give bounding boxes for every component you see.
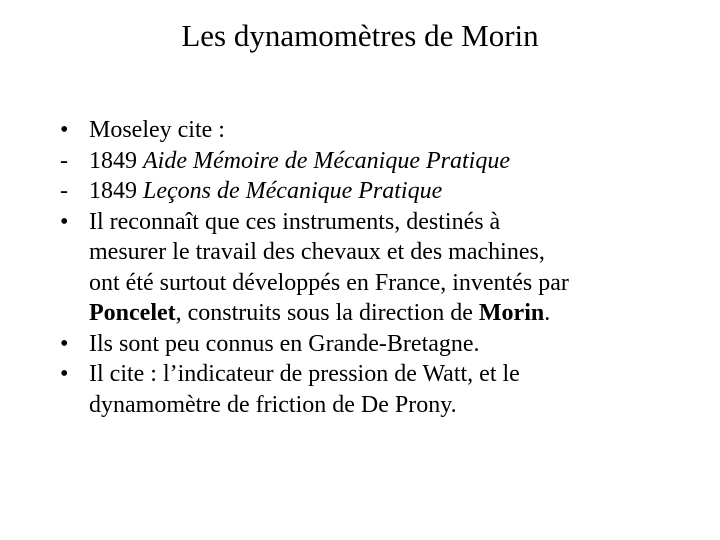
bullet-marker: • <box>60 361 69 387</box>
publication-title: Leçons de Mécanique Pratique <box>143 178 443 204</box>
list-item-watt-prony <box>60 359 660 420</box>
line-4-end: . <box>544 300 551 326</box>
list-item-text: Ils sont peu connus en Grande-Bretagne. <box>89 330 480 357</box>
line-1: Il cite : l’indicateur de pression de Watt, et le <box>89 361 520 387</box>
dash-marker: - <box>60 178 68 204</box>
publication-year: 1849 <box>89 147 137 174</box>
line-3: ont été surtout développés en France, inventés par <box>89 269 569 296</box>
publication-year: 1849 <box>89 178 137 204</box>
publication-title: Aide Mémoire de Mécanique Pratique <box>143 147 510 174</box>
bullet-marker: • <box>60 330 69 357</box>
name-poncelet: Poncelet <box>89 300 176 326</box>
list-item-aide-memoire <box>60 146 660 177</box>
line-2: mesurer le travail des chevaux et des machines, <box>89 239 545 265</box>
line-2: dynamomètre de friction de De Prony. <box>89 391 457 418</box>
line-4-text: , construits sous la direction de <box>175 300 479 326</box>
list-item-lecons <box>60 176 660 207</box>
bullet-marker: • <box>60 117 69 143</box>
slide-title: Les dynamomètres de Morin <box>181 18 539 53</box>
bullet-marker: • <box>60 208 69 235</box>
line-1: Il reconnaît que ces instruments, destinés à <box>89 208 501 235</box>
list-item-moseley <box>60 115 660 146</box>
list-item-grande-bretagne <box>60 329 660 360</box>
dash-marker: - <box>60 147 68 174</box>
bullet-list <box>60 115 660 420</box>
list-item-reconnait <box>60 207 660 329</box>
name-morin: Morin <box>478 300 545 326</box>
list-item-text: Moseley cite : <box>89 117 225 143</box>
